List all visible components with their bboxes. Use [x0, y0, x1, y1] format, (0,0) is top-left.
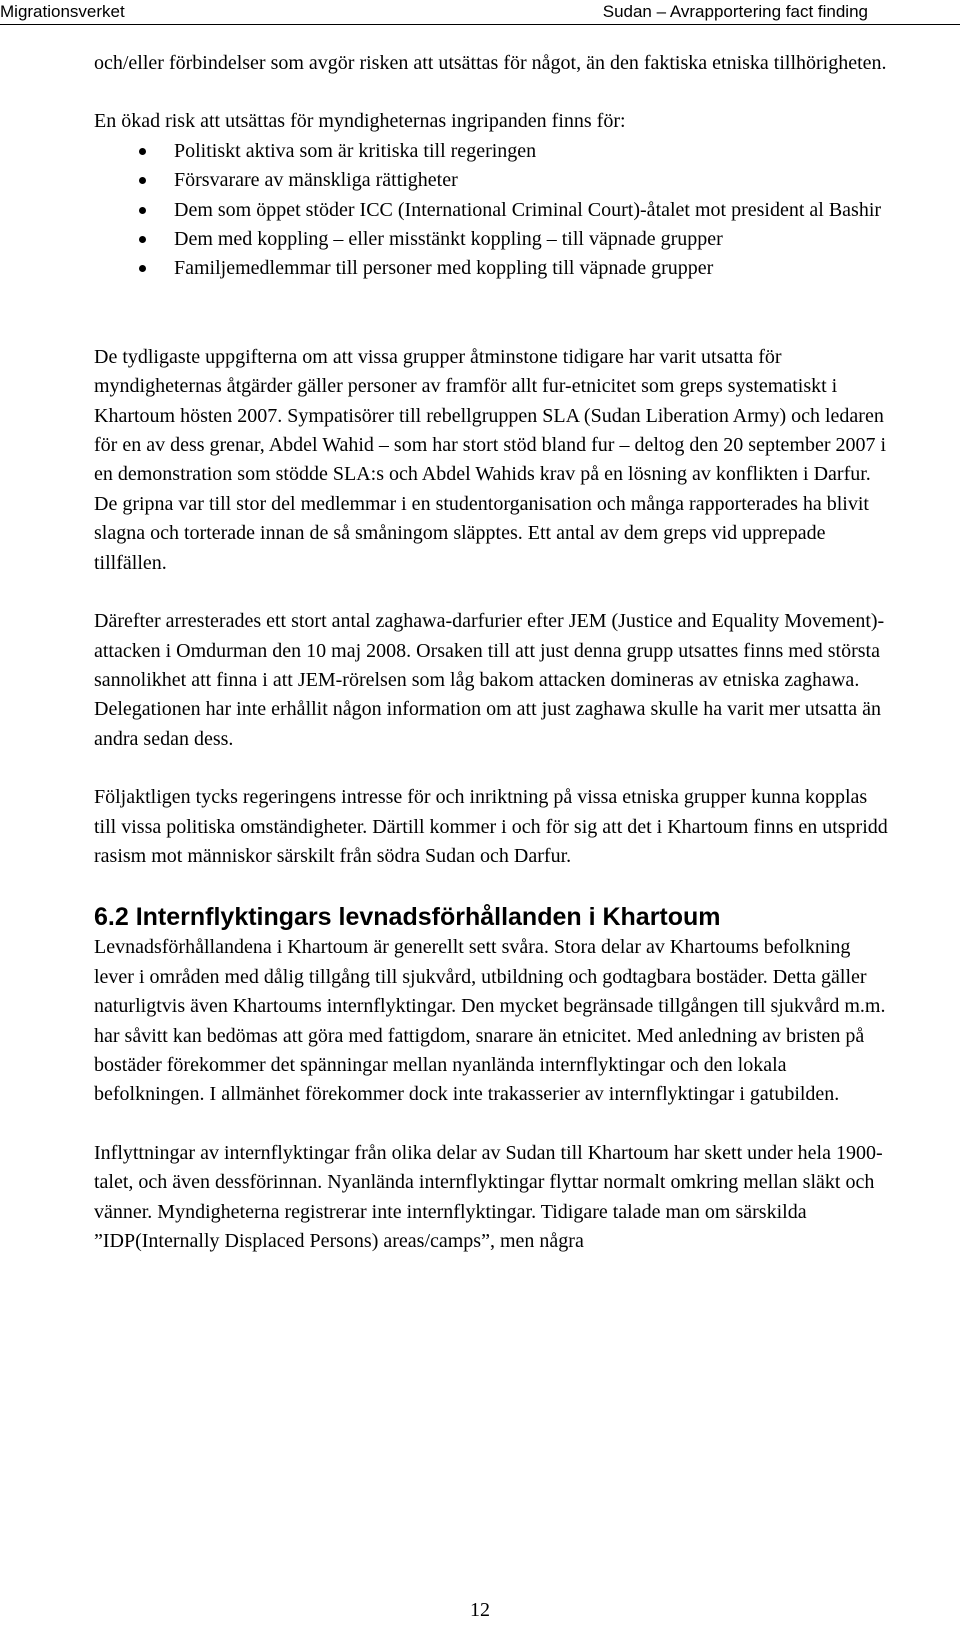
bullet-list [94, 137, 894, 284]
header-right: Sudan – Avrapportering fact finding [602, 2, 868, 21]
paragraph: och/eller förbindelser som avgör risken att utsättas för något, än den faktiska etniska tillhörigheten. [94, 52, 887, 74]
bullet-icon [139, 236, 146, 243]
bullet-icon [139, 265, 146, 272]
document-body [94, 49, 894, 1256]
page-header [0, 0, 960, 25]
list-item: Familjemedlemmar till personer med koppling till väpnade grupper [94, 254, 894, 283]
section-heading: 6.2 Internflyktingars levnadsförhållanden i Khartoum [94, 903, 721, 932]
paragraph: Därefter arresterades ett stort antal zaghawa-darfurier efter JEM (Justice and Equality Movement)-attacken i Omdurman den 10 maj 2008. Orsaken till att just denna grupp utsattes finns med största sannolikhet att finna i att JEM-rörelsen som låg bakom attacken domineras av etniska zaghawa. Delegationen har inte erhållit någon information om att just zaghawa skulle ha varit mer utsatta än andra sedan dess. [94, 610, 885, 750]
bullet-icon [139, 177, 146, 184]
bullet-icon [139, 207, 146, 214]
list-item: Dem med koppling – eller misstänkt koppling – till väpnade grupper [94, 225, 894, 254]
paragraph: De tydligaste uppgifterna om att vissa grupper åtminstone tidigare har varit utsatta för myndigheternas åtgärder gäller personer av framför allt fur-etnicitet som greps systematiskt i Khartoum hösten 2007. Sympatisörer till rebellgruppen SLA (Sudan Liberation Army) och ledaren för en av dess grenar, Abdel Wahid – som har stort stöd bland fur – deltog den 20 september 2007 i en demonstration som stödde SLA:s och Abdel Wahids krav på en lösning av konflikten i Darfur. De gripna var till stor del medlemmar i en studentorganisation och många rapporterades ha blivit slagna och torterade innan de så småningom släpptes. Ett antal av dem greps vid upprepade tillfällen. [94, 345, 887, 574]
paragraph: Inflyttningar av internflyktingar från olika delar av Sudan till Khartoum har skett under hela 1900-talet, och även dessförinnan. Nyanlända internflyktingar flyttar normalt omkring mellan släkt och vänner. Myndigheterna registrerar inte internflyktingar. Tidigare talade man om särskilda ”IDP(Internally Displaced Persons) areas/camps”, men några [94, 1141, 883, 1252]
bullet-icon [139, 148, 146, 155]
page-number: 12 [470, 1599, 490, 1621]
list-item: Försvarare av mänskliga rättigheter [94, 166, 894, 195]
paragraph: Följaktligen tycks regeringens intresse för och inriktning på vissa etniska grupper kunna kopplas till vissa politiska omständigheter. Därtill kommer i och för sig att det i Khartoum finns en utspridd rasism mot människor särskilt från södra Sudan och Darfur. [94, 786, 888, 867]
header-left: Migrationsverket [0, 2, 125, 21]
list-item: Dem som öppet stöder ICC (International Criminal Court)-åtalet mot president al Bashir [94, 196, 894, 225]
list-item: Politiskt aktiva som är kritiska till regeringen [94, 137, 894, 166]
paragraph: Levnadsförhållandena i Khartoum är generellt sett svåra. Stora delar av Khartoums befolkning lever i områden med dålig tillgång till sjukvård, utbildning och godtagbara bostäder. Detta gäller naturligtvis även Khartoums internflyktingar. Den mycket begränsade tillgången till sjukvård m.m. har såvitt kan bedömas att göra med fattigdom, snarare än etnicitet. Med anledning av bristen på bostäder förekommer det spänningar mellan nyanlända internflyktingar och den lokala befolkningen. I allmänhet förekommer dock inte trakasserier av internflyktingar i gatubilden. [94, 936, 886, 1106]
paragraph-intro: En ökad risk att utsättas för myndigheternas ingripanden finns för: [94, 110, 626, 133]
